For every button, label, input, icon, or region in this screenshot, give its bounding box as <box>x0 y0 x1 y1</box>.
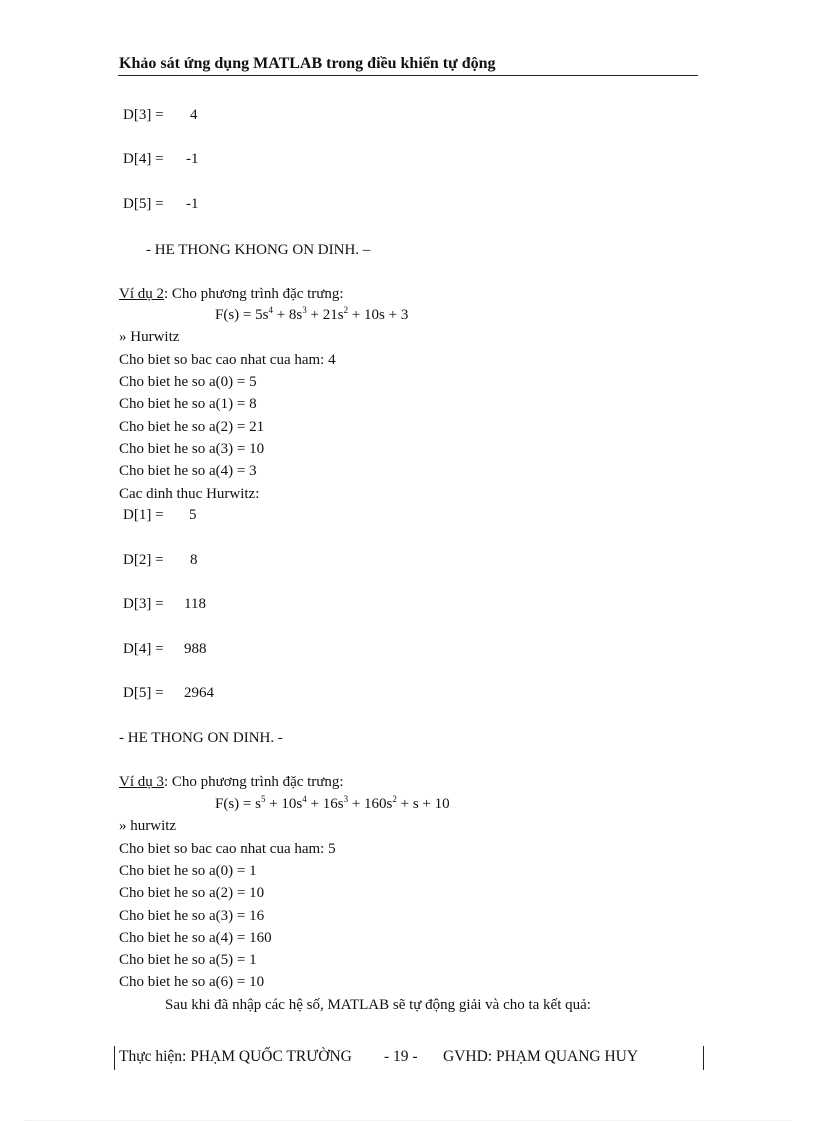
example3-degree: Cho biet so bac cao nhat cua ham: 5 <box>119 841 336 857</box>
coefficient-line: Cho biet he so a(2) = 21 <box>119 419 265 435</box>
example2-heading <box>119 285 344 303</box>
header-title: Khảo sát ứng dụng MATLAB trong điều khiển tự động <box>119 55 496 72</box>
det-label: D[1] = <box>123 507 164 523</box>
coefficient-line: Cho biet he so a(2) = 10 <box>119 885 265 901</box>
example2-equation: $F(s) = 5s^4 + 8s^3 + 21s^2 + 10s + 3$ <box>215 305 409 323</box>
det-value: -1 <box>186 196 199 212</box>
bottom-page-edge <box>24 1120 792 1121</box>
example3-command: » hurwitz <box>119 818 177 834</box>
footer-author: Thực hiện: PHẠM QUỐC TRƯỜNG <box>119 1048 352 1065</box>
det-value: 988 <box>184 641 207 657</box>
coefficient-line: Cho biet he so a(4) = 3 <box>119 463 257 479</box>
det-label: D[2] = <box>123 552 164 568</box>
det-value: -1 <box>186 151 199 167</box>
example2-degree: Cho biet so bac cao nhat cua ham: 4 <box>119 352 336 368</box>
coefficient-line: Cho biet he so a(0) = 1 <box>119 863 257 879</box>
coefficient-line: Cho biet he so a(0) = 5 <box>119 374 257 390</box>
footer-right-bar <box>703 1046 704 1070</box>
det-value: 5 <box>189 507 197 523</box>
footer-left-bar <box>114 1046 115 1070</box>
det-value: 4 <box>190 107 198 123</box>
example2-label: Ví dụ 2 <box>119 286 164 302</box>
det-heading: Cac dinh thuc Hurwitz: <box>119 486 260 502</box>
coefficient-line: Cho biet he so a(5) = 1 <box>119 952 257 968</box>
closing-sentence: Sau khi đã nhập các hệ số, MATLAB sẽ tự động giải và cho ta kết quả: <box>165 997 591 1013</box>
det-label: D[3] = <box>123 107 164 123</box>
det-value: 118 <box>184 596 206 612</box>
header-rule <box>118 75 698 76</box>
det-label: D[4] = <box>123 641 164 657</box>
coefficient-line: Cho biet he so a(4) = 160 <box>119 930 272 946</box>
coefficient-line: Cho biet he so a(3) = 16 <box>119 908 265 924</box>
example3-equation: $F(s) = s^5 + 10s^4 + 16s^3 + 160s^2 + s + 10$ <box>215 794 450 812</box>
coefficient-line: Cho biet he so a(3) = 10 <box>119 441 265 457</box>
example3-intro: : Cho phương trình đặc trưng: <box>164 774 344 790</box>
example2-intro: : Cho phương trình đặc trưng: <box>164 286 344 302</box>
unstable-result: - HE THONG KHONG ON DINH. – <box>146 242 371 258</box>
det-value: 8 <box>190 552 198 568</box>
footer-page-number: - 19 - <box>384 1048 418 1065</box>
det-label: D[3] = <box>123 596 164 612</box>
coefficient-line: Cho biet he so a(1) = 8 <box>119 396 257 412</box>
det-label: D[5] = <box>123 685 164 701</box>
det-label: D[4] = <box>123 151 164 167</box>
det-label: D[5] = <box>123 196 164 212</box>
det-value: 2964 <box>184 685 214 701</box>
footer-advisor: GVHD: PHẠM QUANG HUY <box>443 1048 639 1065</box>
stable-result: - HE THONG ON DINH. - <box>119 730 283 746</box>
example2-command: » Hurwitz <box>119 329 180 345</box>
example3-label: Ví dụ 3 <box>119 774 164 790</box>
example3-heading <box>119 773 344 791</box>
coefficient-line: Cho biet he so a(6) = 10 <box>119 974 265 990</box>
